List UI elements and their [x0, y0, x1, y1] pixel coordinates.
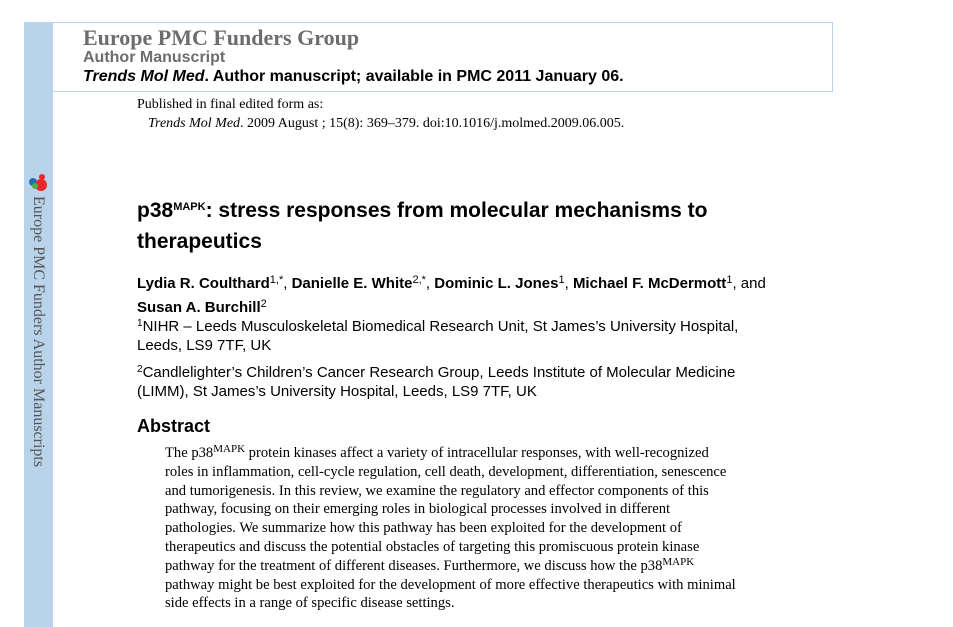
author-manuscript-label: Author Manuscript — [83, 49, 226, 66]
author-name[interactable]: Danielle E. White — [291, 275, 413, 292]
abstract-heading: Abstract — [137, 416, 211, 436]
published-label: Published in final edited form as: — [137, 97, 324, 112]
abstract-text: The $p38^{MAPK}$ protein kinases affect a variety of intracellular responses, with well-recognized roles in inflammation, cell-cycle regulation, cell death, development, differentiation, senescence and tumorigenesis. In this review, we examine the regulatory and effector components of this pathway, focusing on their emerging roles in biological processes involved in different pathologies. We summarize how this pathway has been exploited for the development of therapeutics and discuss the potential obstacles of targeting this promiscuous protein kinase pathway for the treatment of different diseases. Furthermore, we discuss how the $p38^{MAPK}$ pathway might be best exploited for the development of more effective therapeutics with minimal side effects in a range of specific disease settings. — [165, 443, 736, 612]
affiliation-2: $^2$Candlelighter’s Children’s Cancer Research Group, Leeds Institute of Molecular Medicine (LIMM), St James’s University Hospital, Leeds, LS9 7TF, UK — [137, 364, 736, 400]
affiliation-1: $^1$NIHR – Leeds Musculoskeletal Biomedical Research Unit, St James’s University Hospital, Leeds, LS9 7TF, UK — [137, 318, 739, 354]
author-name[interactable]: Susan A. Burchill — [137, 299, 261, 316]
author-name[interactable]: Michael F. McDermott — [572, 275, 727, 292]
citation — [148, 116, 624, 132]
author-list: Lydia R. Coulthard$^{1,*}$, Danielle E. White$^{2,*}$, Dominic L. Jones$^1$, Michael F. McDermott$^1$, and Susan A. Burchill$^2$ — [137, 274, 766, 316]
sidebar-label: Europe PMC Funders Author Manuscripts — [30, 196, 47, 468]
citation-details[interactable]: . 2009 August ; 15(8): 369–379. doi:10.1016/j.molmed.2009.06.005. — [240, 116, 625, 131]
availability-text: . Author manuscript; available in PMC 2011 January 06. — [204, 68, 624, 85]
journal-name[interactable]: Trends Mol Med — [83, 68, 205, 85]
citation-journal: Trends Mol Med — [148, 116, 241, 131]
author-name[interactable]: Lydia R. Coulthard — [137, 275, 270, 292]
journal-availability — [83, 68, 624, 86]
author-name[interactable]: Dominic L. Jones — [434, 275, 559, 292]
europepmc-logo-icon — [27, 173, 49, 195]
article-title: $p38^{MAPK}$: stress responses from molecular mechanisms to therapeutics — [137, 199, 708, 253]
funders-group-title: Europe PMC Funders Group — [83, 25, 360, 50]
